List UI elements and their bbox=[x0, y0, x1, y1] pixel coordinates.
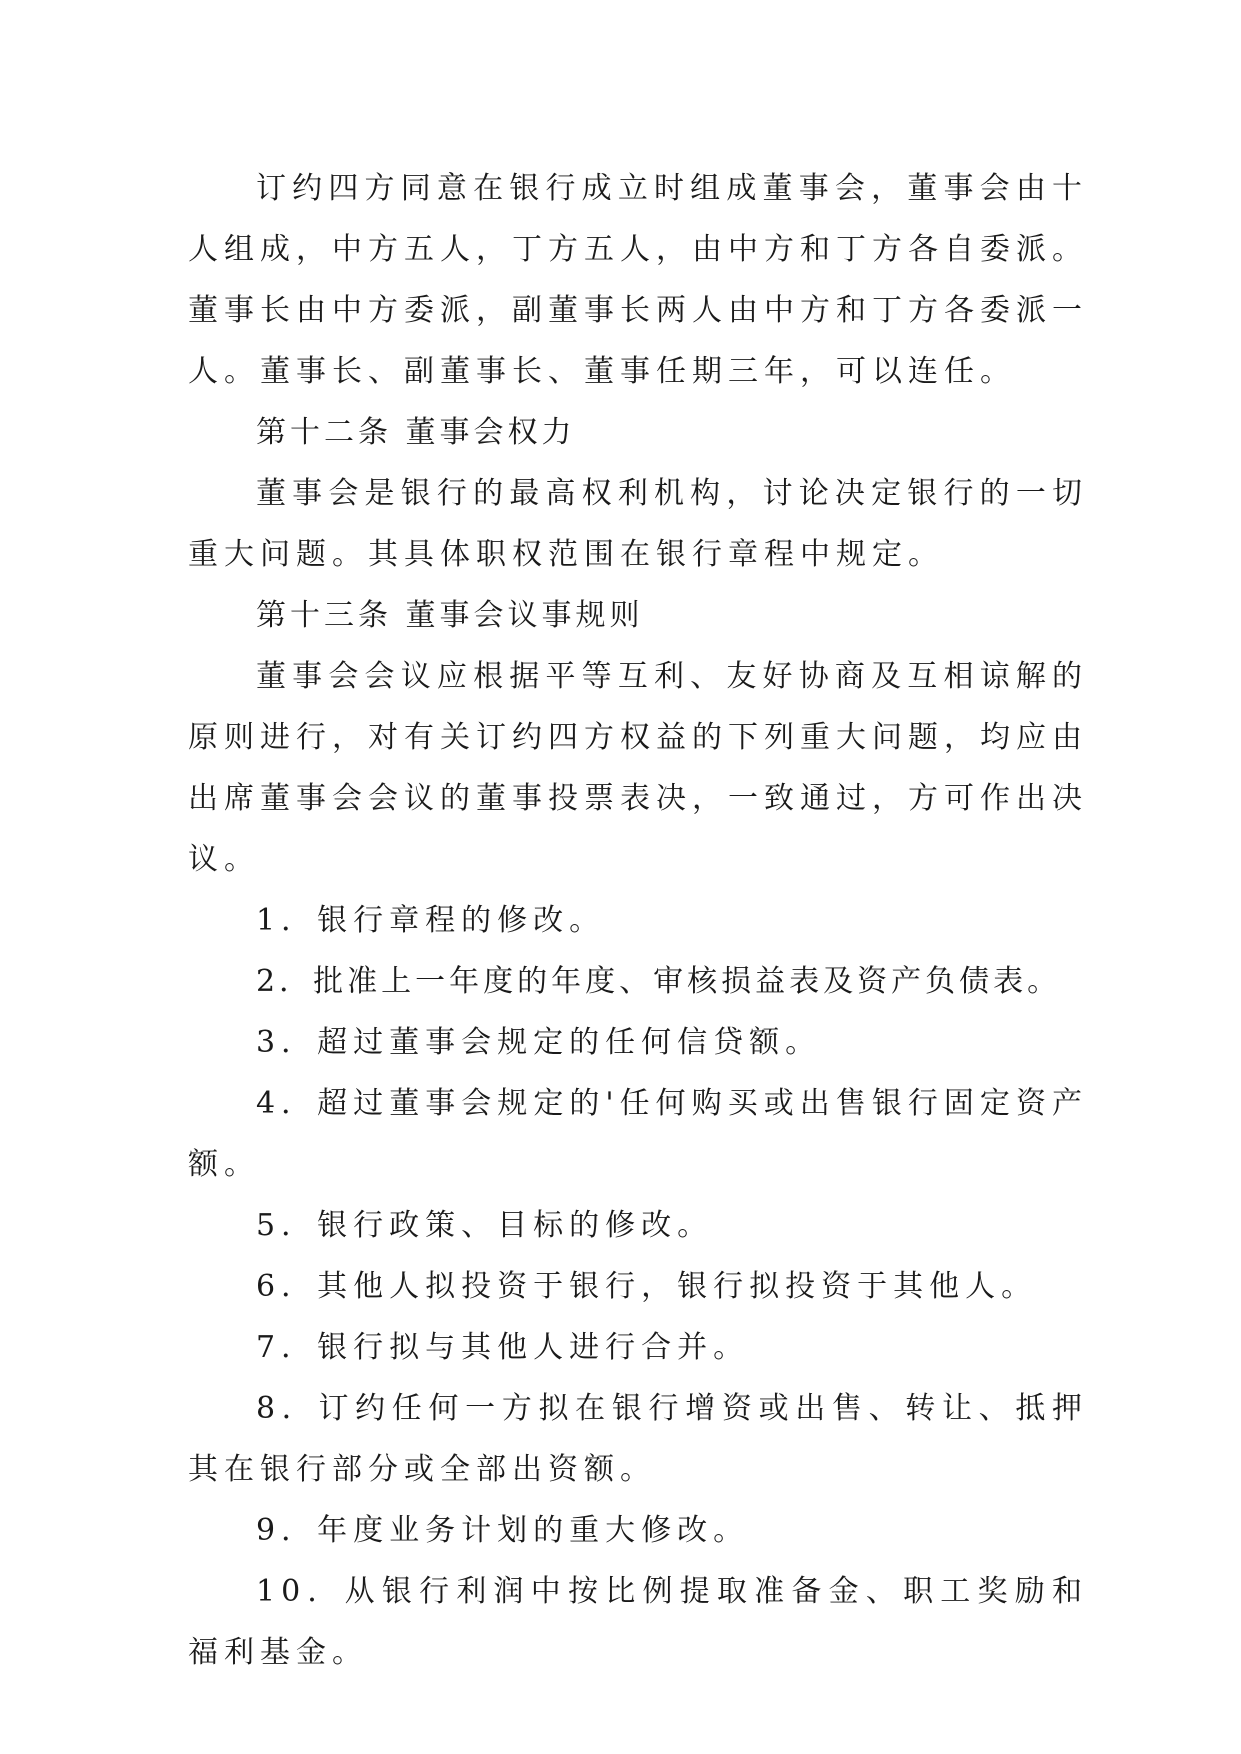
paragraph-board-rules: 董事会会议应根据平等互利、友好协商及互相谅解的原则进行，对有关订约四方权益的下列重大问题，均应由出席董事会会议的董事投票表决，一致通过，方可作出决议。 bbox=[188, 659, 1088, 877]
list-item-3: 3．超过董事会规定的任何信贷额。 bbox=[256, 1025, 822, 1060]
document-body bbox=[188, 158, 1088, 1683]
list-item-5: 5．银行政策、目标的修改。 bbox=[256, 1208, 714, 1243]
list-item-1: 1．银行章程的修改。 bbox=[256, 903, 606, 938]
paragraph-board-composition: 订约四方同意在银行成立时组成董事会，董事会由十人组成，中方五人，丁方五人，由中方和丁方各自委派。董事长由中方委派，副董事长两人由中方和丁方各委派一人。董事长、副董事长、董事任期三年，可以连任。 bbox=[188, 171, 1088, 389]
list-item-9: 9．年度业务计划的重大修改。 bbox=[256, 1513, 750, 1548]
list-item-10: 10．从银行利润中按比例提取准备金、职工奖励和福利基金。 bbox=[188, 1574, 1088, 1670]
paragraph-board-powers: 董事会是银行的最高权利机构，讨论决定银行的一切重大问题。其具体职权范围在银行章程中规定。 bbox=[188, 476, 1088, 572]
list-item-2: 2．批准上一年度的年度、审核损益表及资产负债表。 bbox=[256, 964, 1062, 999]
list-item-6: 6．其他人拟投资于银行，银行拟投资于其他人。 bbox=[256, 1269, 1038, 1304]
list-item-4: 4．超过董事会规定的'任何购买或出售银行固定资产额。 bbox=[188, 1086, 1088, 1182]
list-item-8: 8．订约任何一方拟在银行增资或出售、转让、抵押其在银行部分或全部出资额。 bbox=[188, 1391, 1088, 1487]
list-item-7: 7．银行拟与其他人进行合并。 bbox=[256, 1330, 750, 1365]
article-12-heading: 第十二条 董事会权力 bbox=[256, 415, 576, 450]
article-13-heading: 第十三条 董事会议事规则 bbox=[256, 598, 644, 633]
